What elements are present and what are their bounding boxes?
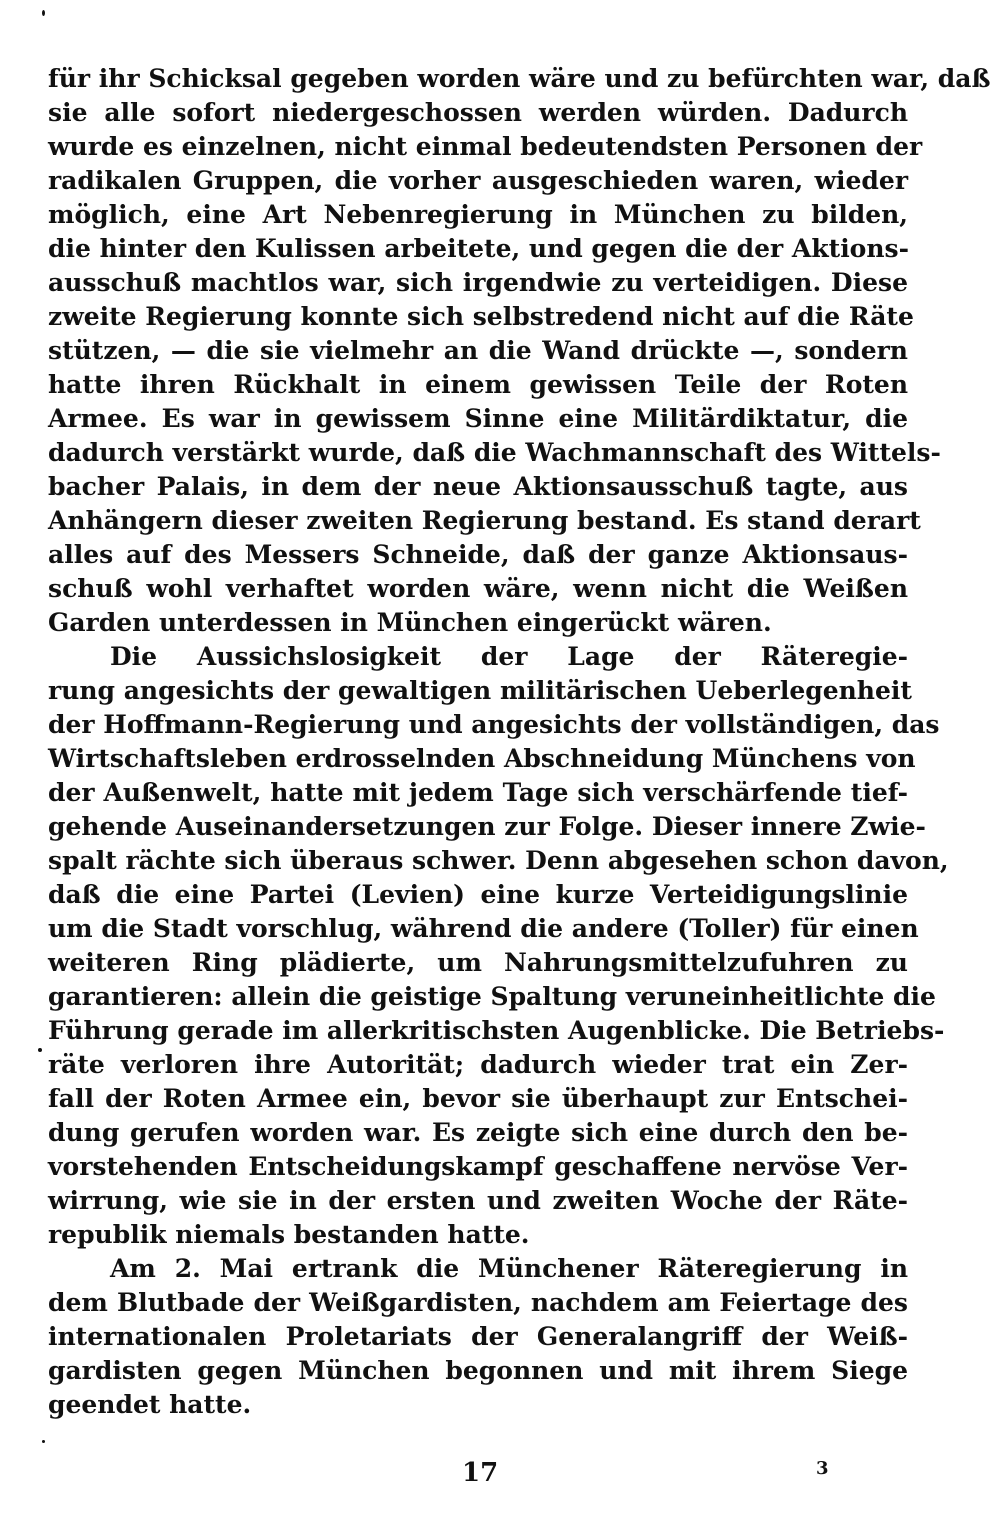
text-line: spalt rächte sich überaus schwer. Denn abgesehen schon davon,: [48, 846, 949, 875]
text-line: um die Stadt vorschlug, während die andere (Toller) für einen: [48, 914, 919, 943]
paragraph: [48, 1252, 908, 1422]
text-line: sie alle sofort niedergeschossen werden würden. Dadurch: [48, 98, 908, 127]
text-line: radikalen Gruppen, die vorher ausgeschieden waren, wieder: [48, 166, 908, 195]
text-line: Anhängern dieser zweiten Regierung bestand. Es stand derart: [48, 506, 921, 535]
text-line: Die Aussichslosigkeit der Lage der Räteregie-: [110, 642, 908, 671]
text-line: garantieren: allein die geistige Spaltung veruneinheitlichte die: [48, 982, 936, 1011]
text-line: internationalen Proletariats der Generalangriff der Weiß-: [48, 1322, 908, 1351]
text-line: dung gerufen worden war. Es zeigte sich eine durch den be-: [48, 1118, 908, 1147]
page-footer: [0, 1458, 1000, 1498]
paragraph: [48, 640, 949, 1252]
text-line: geendet hatte.: [48, 1390, 252, 1419]
text-line: republik niemals bestanden hatte.: [48, 1220, 530, 1249]
text-line: gehende Auseinandersetzungen zur Folge. Dieser innere Zwie-: [48, 812, 926, 841]
text-line: die hinter den Kulissen arbeitete, und gegen die der Aktions-: [48, 234, 909, 263]
text-line: möglich, eine Art Nebenregierung in München zu bilden,: [48, 200, 908, 229]
speck-mark: [42, 1440, 45, 1443]
signature-mark: 3: [816, 1458, 829, 1479]
body-text: [48, 62, 991, 1422]
text-line: wurde es einzelnen, nicht einmal bedeutendsten Personen der: [48, 132, 923, 161]
speck-mark: [42, 10, 45, 16]
text-line: der Außenwelt, hatte mit jedem Tage sich verschärfende tief-: [48, 778, 908, 807]
text-line: Wirtschaftsleben erdrosselnden Abschneidung Münchens von: [48, 744, 916, 773]
text-line: daß die eine Partei (Levien) eine kurze Verteidigungslinie: [48, 880, 908, 909]
text-line: hatte ihren Rückhalt in einem gewissen Teile der Roten: [48, 370, 908, 399]
text-line: der Hoffmann-Regierung und angesichts der vollständigen, das: [48, 710, 940, 739]
text-line: Armee. Es war in gewissem Sinne eine Militärdiktatur, die: [48, 404, 908, 433]
text-line: ausschuß machtlos war, sich irgendwie zu verteidigen. Diese: [48, 268, 908, 297]
text-line: gardisten gegen München begonnen und mit ihrem Siege: [48, 1356, 908, 1385]
text-line: rung angesichts der gewaltigen militärischen Ueberlegenheit: [48, 676, 912, 705]
speck-mark: [38, 1048, 42, 1052]
text-line: Am 2. Mai ertrank die Münchener Räteregierung in: [110, 1254, 908, 1283]
text-line: wirrung, wie sie in der ersten und zweiten Woche der Räte-: [48, 1186, 908, 1215]
text-line: bacher Palais, in dem der neue Aktionsausschuß tagte, aus: [48, 472, 908, 501]
text-line: dem Blutbade der Weißgardisten, nachdem am Feiertage des: [48, 1288, 908, 1317]
text-line: stützen, — die sie vielmehr an die Wand drückte —, sondern: [48, 336, 908, 365]
text-line: alles auf des Messers Schneide, daß der ganze Aktionsaus-: [48, 540, 908, 569]
page-number: 17: [462, 1458, 499, 1488]
text-line: fall der Roten Armee ein, bevor sie überhaupt zur Entschei-: [48, 1084, 908, 1113]
text-line: räte verloren ihre Autorität; dadurch wieder trat ein Zer-: [48, 1050, 908, 1079]
text-line: Garden unterdessen in München eingerückt wären.: [48, 608, 772, 637]
text-line: vorstehenden Entscheidungskampf geschaffene nervöse Ver-: [48, 1152, 908, 1181]
text-line: für ihr Schicksal gegeben worden wäre und zu befürchten war, daß: [48, 64, 991, 93]
text-line: zweite Regierung konnte sich selbstredend nicht auf die Räte: [48, 302, 914, 331]
text-line: Führung gerade im allerkritischsten Augenblicke. Die Betriebs-: [48, 1016, 945, 1045]
text-line: weiteren Ring plädierte, um Nahrungsmittelzufuhren zu: [48, 948, 908, 977]
text-line: schuß wohl verhaftet worden wäre, wenn nicht die Weißen: [48, 574, 908, 603]
text-line: dadurch verstärkt wurde, daß die Wachmannschaft des Wittels-: [48, 438, 941, 467]
paragraph: [48, 62, 991, 640]
